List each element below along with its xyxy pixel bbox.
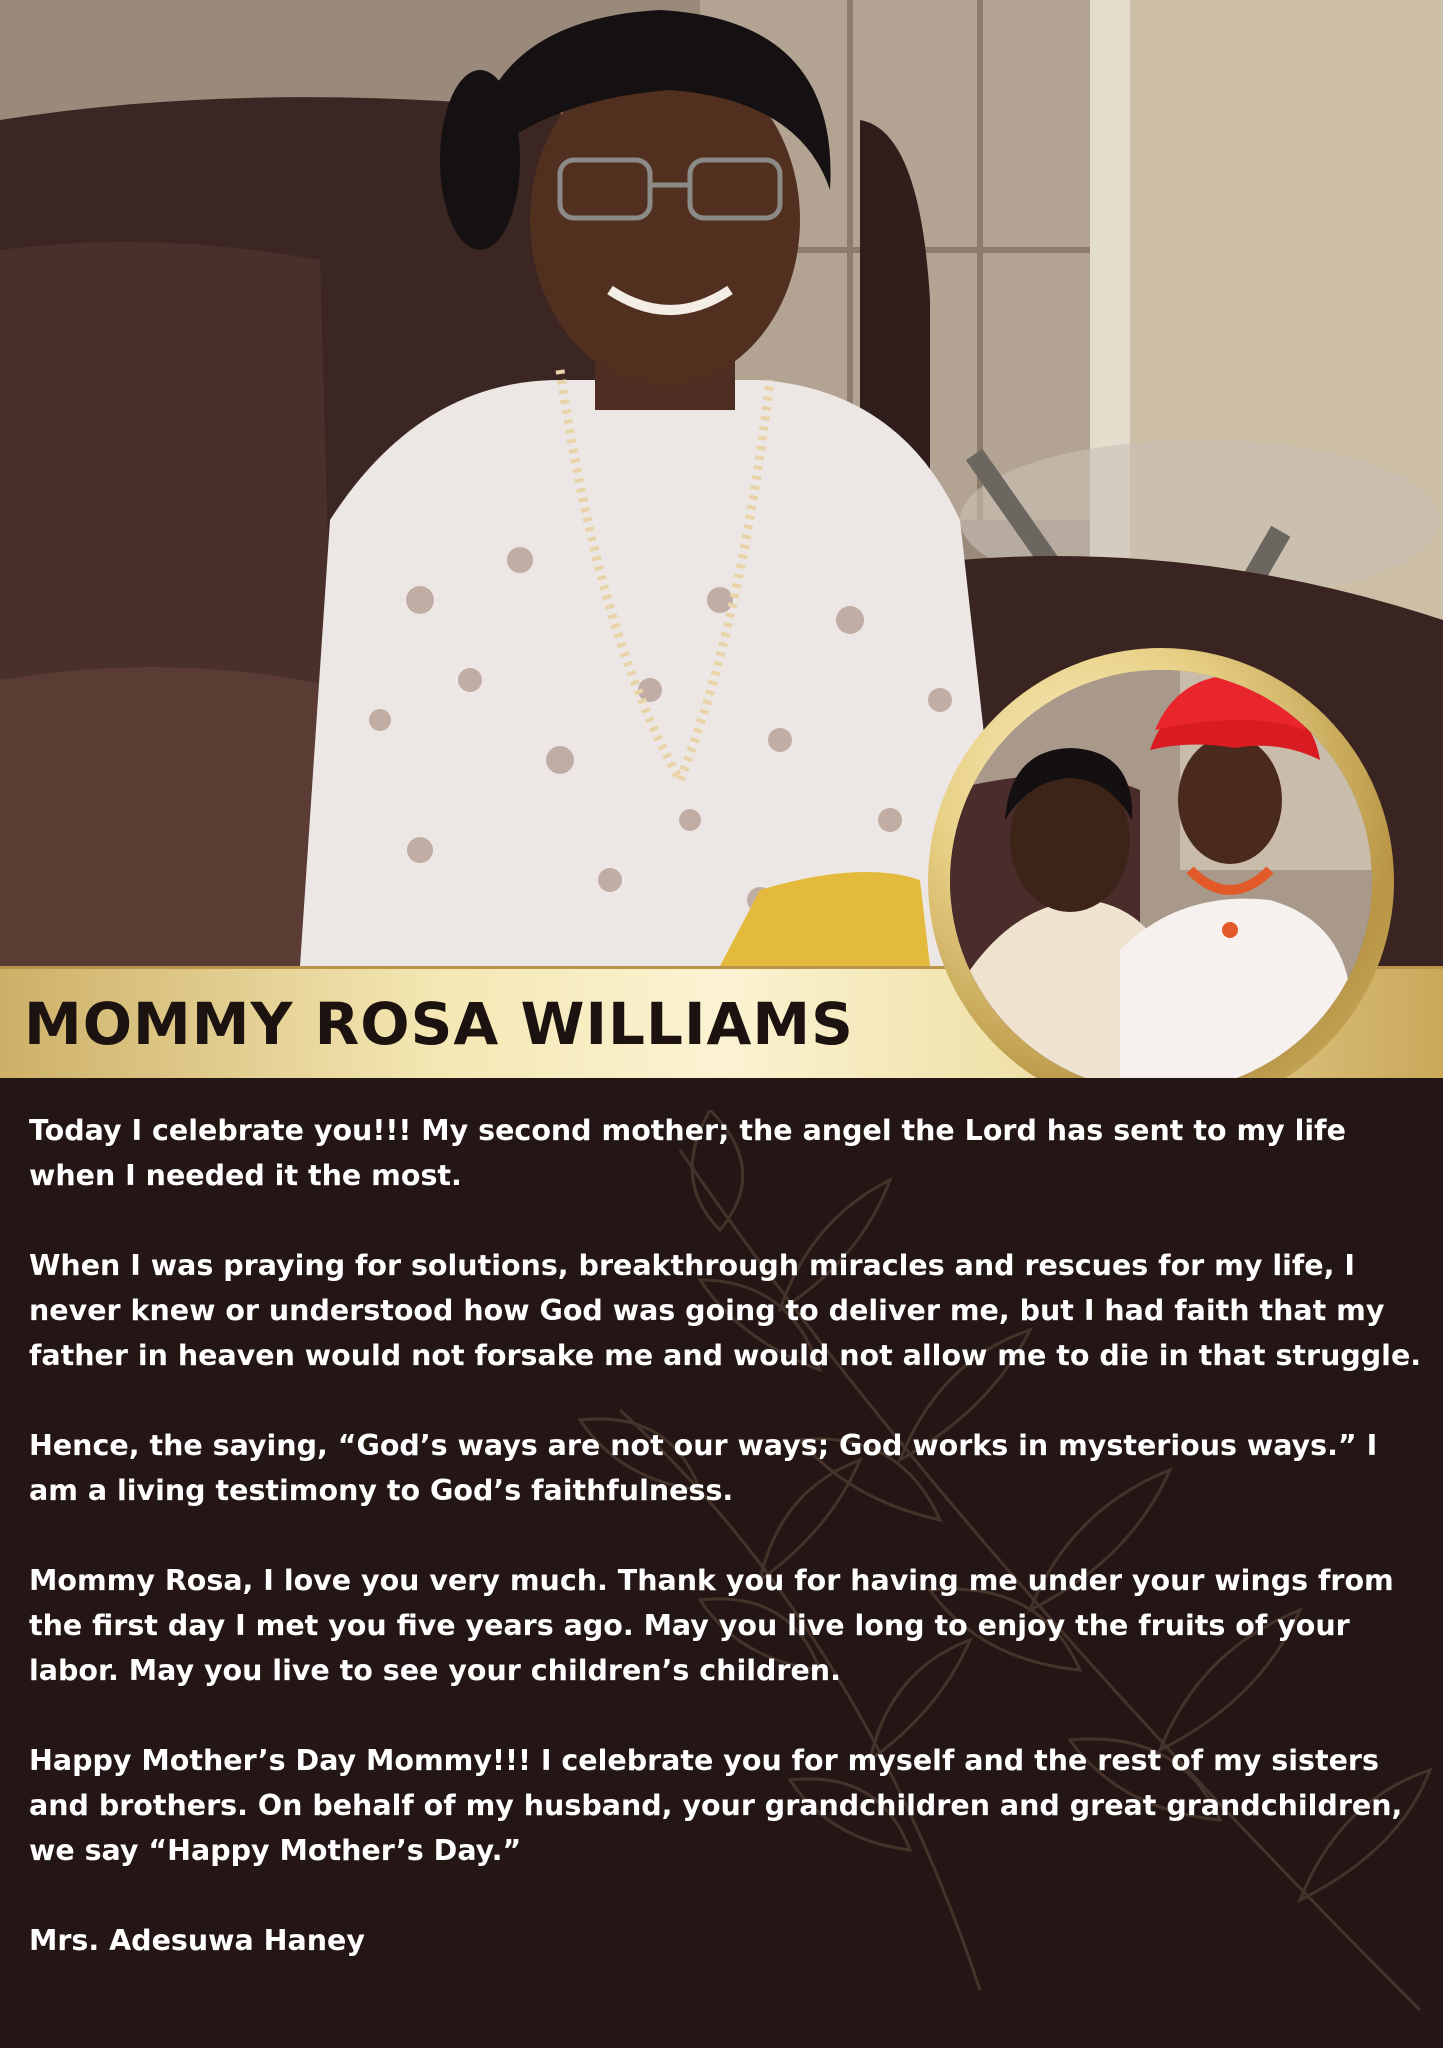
message-paragraph-3: Hence, the saying, “God’s ways are not our ways; God works in mysterious ways.” I am a living testimony to God’s faithfulness. (29, 1429, 1378, 1507)
message-paragraph-4: Mommy Rosa, I love you very much. Thank you for having me under your wings from the first day I met you five years ago. May you live long to enjoy the fruits of your labor. May you live to see your children’s children. (29, 1564, 1394, 1687)
tribute-message (29, 1108, 1429, 1963)
two-women-illustration (950, 670, 1372, 1092)
inset-photo (950, 670, 1372, 1092)
signature: Mrs. Adesuwa Haney (29, 1924, 365, 1957)
message-paragraph-5: Happy Mother’s Day Mommy!!! I celebrate you for myself and the rest of my sisters and brothers. On behalf of my husband, your grandchildren and great grandchildren, we say “Happy Mother’s Day.” (29, 1744, 1403, 1867)
message-paragraph-2: When I was praying for solutions, breakthrough miracles and rescues for my life, I never knew or understood how God was going to deliver me, but I had faith that my father in heaven would not forsake me and would not allow me to die in that struggle. (29, 1249, 1422, 1372)
page-title: MOMMY ROSA WILLIAMS (24, 990, 854, 1058)
message-paragraph-1: Today I celebrate you!!! My second mother; the angel the Lord has sent to my life when I needed it the most. (29, 1114, 1346, 1192)
